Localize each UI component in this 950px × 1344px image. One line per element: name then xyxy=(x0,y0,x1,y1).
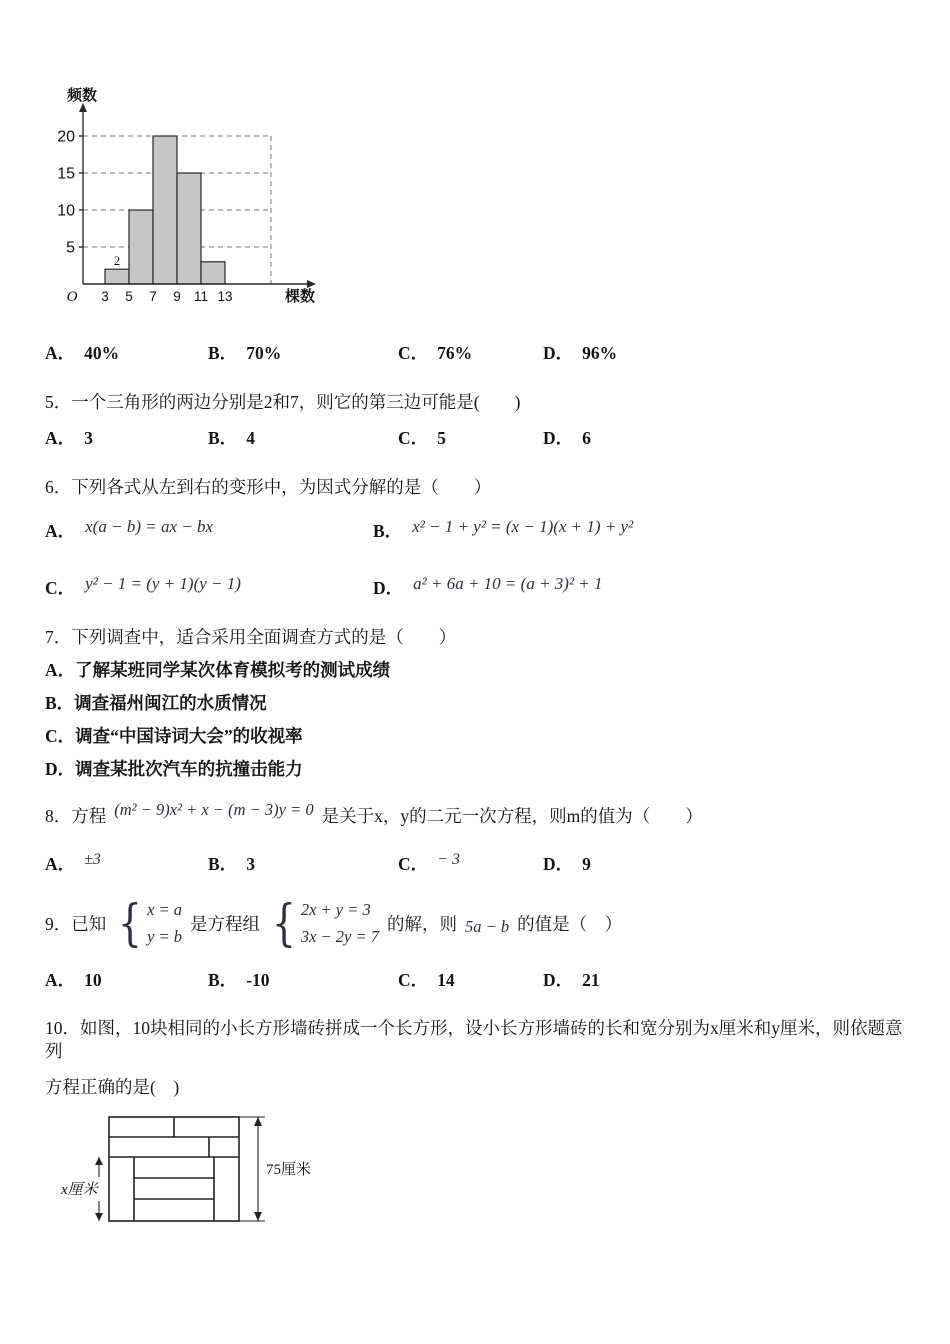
option-value: 96% xyxy=(582,343,618,363)
option-letter: D． xyxy=(543,969,574,990)
options-row-q8 xyxy=(45,850,905,876)
option-value: − 3 xyxy=(437,850,460,868)
y-tick-label: 15 xyxy=(57,165,75,183)
left-brace: { xyxy=(272,894,296,953)
x-axis-arrow-icon xyxy=(307,280,316,288)
option-value: 10 xyxy=(84,969,102,990)
q9-system-2 xyxy=(268,894,380,953)
option-text: 调查“中国诗词大会”的收视率 xyxy=(75,725,303,746)
q9-expression: 5a − b xyxy=(465,916,510,936)
option-letter: B． xyxy=(208,853,238,874)
x-tick-label: 11 xyxy=(193,289,209,304)
option-value: 14 xyxy=(437,969,455,990)
option-q9-d xyxy=(543,970,905,992)
x-tick-label: 9 xyxy=(173,289,181,304)
options-row-q4 xyxy=(45,343,905,365)
option-value: -10 xyxy=(246,969,270,990)
option-letter: B． xyxy=(208,427,238,448)
option-q4-b xyxy=(208,343,398,365)
question-6-text: 6．下列各式从左到右的变形中，为因式分解的是（ ） xyxy=(45,476,492,497)
option-letter: B． xyxy=(208,343,238,363)
option-letter: A． xyxy=(45,969,76,990)
option-letter: C． xyxy=(398,853,429,874)
question-8-text xyxy=(45,799,905,828)
y-tick-label: 5 xyxy=(66,239,75,257)
question-10-text-line-1: 10．如图，10块相同的小长方形墙砖拼成一个长方形，设小长方形墙砖的长和宽分别为x厘米和y厘米，则依题意列 xyxy=(45,1018,903,1062)
x-tick-label: 7 xyxy=(149,289,157,304)
histogram-bar xyxy=(129,210,153,284)
option-value: 6 xyxy=(582,427,591,448)
histogram-figure xyxy=(43,86,905,315)
option-q8-c xyxy=(398,850,543,876)
option-value: 9 xyxy=(582,853,591,874)
system-equations xyxy=(301,897,379,950)
option-q6-b xyxy=(373,518,633,543)
system-equations xyxy=(147,897,182,950)
histogram-bar xyxy=(201,262,225,284)
q9-system-1 xyxy=(114,894,183,953)
q8-formula: (m² − 9)x² + x − (m − 3)y = 0 xyxy=(114,799,314,819)
option-formula: a² + 6a + 10 = (a + 3)² + 1 xyxy=(413,574,603,594)
y-tick-label: 20 xyxy=(57,128,75,146)
option-value: 3 xyxy=(246,853,255,874)
option-letter: B． xyxy=(45,692,75,713)
bar-value-label: 2 xyxy=(113,254,121,269)
option-letter: A． xyxy=(45,521,76,542)
option-letter: D． xyxy=(543,343,574,363)
x-tick-label: 5 xyxy=(125,289,133,304)
question-10-text-line-2: 方程正确的是( ) xyxy=(45,1076,180,1097)
option-formula: x² − 1 + y² = (x − 1)(x + 1) + y² xyxy=(412,517,634,537)
option-letter: A． xyxy=(45,427,76,448)
option-value: ±3 xyxy=(84,850,101,868)
q9-tail-2: 的值是（ ） xyxy=(517,914,623,934)
option-q6-c xyxy=(45,575,373,600)
histogram-bar xyxy=(153,136,177,284)
option-formula: x(a − b) = ax − bx xyxy=(85,517,214,537)
option-q4-c xyxy=(398,343,543,365)
option-q8-a xyxy=(45,850,208,876)
option-text: 了解某班同学某次体育模拟考的测试成绩 xyxy=(75,660,391,680)
option-letter: C． xyxy=(45,725,76,746)
option-letter: C． xyxy=(45,578,76,599)
question-5-text: 5．一个三角形的两边分别是2和7，则它的第三边可能是( ) xyxy=(45,391,521,412)
q6-options-row-2 xyxy=(45,575,905,600)
option-letter: A． xyxy=(45,343,76,363)
y-axis-title: 频数 xyxy=(67,88,98,104)
option-letter: C． xyxy=(398,427,429,448)
options-row-q5 xyxy=(45,428,905,450)
q6-options-row-1 xyxy=(45,518,905,543)
x-tick-label: 3 xyxy=(101,289,109,304)
option-letter: D． xyxy=(373,578,404,599)
histogram-svg xyxy=(43,86,343,310)
y-axis-arrow-icon xyxy=(79,103,87,112)
option-letter: A． xyxy=(45,660,76,680)
brick-figure-svg xyxy=(57,1111,337,1233)
option-q6-d xyxy=(373,575,603,600)
option-formula: y² − 1 = (y + 1)(y − 1) xyxy=(85,574,241,594)
figure-width-label: x厘米 xyxy=(61,1181,98,1198)
question-9-text xyxy=(45,892,905,956)
histogram-bar xyxy=(177,173,201,284)
option-q8-b xyxy=(208,854,398,876)
option-letter: A． xyxy=(45,853,76,874)
option-q8-d xyxy=(543,854,905,876)
option-q9-c xyxy=(398,970,543,992)
question-7-text: 7．下列调查中，适合采用全面调查方式的是（ ） xyxy=(45,627,457,648)
option-value: 5 xyxy=(437,427,446,448)
option-value: 76% xyxy=(437,343,473,363)
option-q7-a xyxy=(45,660,905,682)
brick-wall-figure xyxy=(57,1111,905,1238)
histogram-bar xyxy=(105,269,129,284)
y-tick-label: 10 xyxy=(57,202,75,220)
option-letter: D． xyxy=(543,427,574,448)
x-axis-title: 棵数 xyxy=(285,289,316,305)
option-value: 70% xyxy=(246,343,282,363)
option-q4-d xyxy=(543,343,905,365)
option-text: 调查某批次汽车的抗撞击能力 xyxy=(75,758,303,779)
origin-label: O xyxy=(66,289,78,305)
option-q7-c xyxy=(45,726,905,748)
left-brace: { xyxy=(118,894,143,953)
system-equation-line: 2x + y = 3 xyxy=(300,900,371,920)
system-equation-line: y = b xyxy=(147,926,183,946)
brick-wall-outline xyxy=(109,1117,239,1221)
system-equation-line: x = a xyxy=(147,900,183,920)
option-letter: D． xyxy=(543,853,574,874)
option-value: 40% xyxy=(84,343,120,363)
q8-prefix: 8．方程 xyxy=(45,805,107,826)
q9-tail: 的解，则 xyxy=(387,914,458,934)
option-letter: C． xyxy=(398,343,429,363)
option-q5-c xyxy=(398,428,543,450)
q9-lead: 9．已知 xyxy=(45,914,107,934)
q6-options-grid xyxy=(45,518,905,600)
option-q6-a xyxy=(45,518,373,543)
option-letter: D． xyxy=(45,758,76,779)
option-letter: C． xyxy=(398,969,429,990)
option-q5-d xyxy=(543,428,905,450)
option-letter: B． xyxy=(208,969,238,990)
option-q9-b xyxy=(208,970,398,992)
height-dimension-line xyxy=(239,1117,265,1221)
option-q7-d xyxy=(45,759,905,781)
option-value: 21 xyxy=(582,969,600,990)
option-q5-a xyxy=(45,428,208,450)
figure-height-label: 75厘米 xyxy=(266,1161,312,1178)
option-q9-a xyxy=(45,970,208,992)
q9-mid: 是方程组 xyxy=(190,914,261,934)
system-equation-line: 3x − 2y = 7 xyxy=(300,926,380,946)
option-letter: B． xyxy=(373,521,403,542)
option-value: 3 xyxy=(84,427,93,448)
option-q5-b xyxy=(208,428,398,450)
option-text: 调查福州闽江的水质情况 xyxy=(74,692,267,713)
options-row-q9 xyxy=(45,970,905,992)
x-tick-label: 13 xyxy=(217,289,233,304)
option-q4-a xyxy=(45,343,208,365)
q8-suffix: 是关于x，y的二元一次方程，则m的值为（ ） xyxy=(321,805,703,826)
option-q7-b xyxy=(45,693,905,715)
option-value: 4 xyxy=(246,427,255,448)
